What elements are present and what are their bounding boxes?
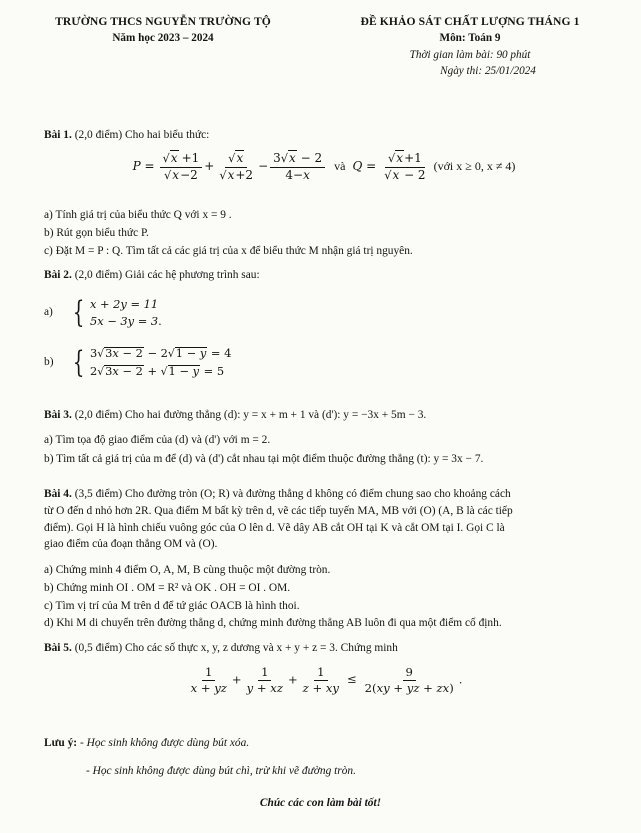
note-line-1: Lưu ý: - Học sinh không được dùng bút xóa. (44, 737, 250, 749)
header-right (320, 14, 620, 79)
school-name: TRƯỜNG THCS NGUYỄN TRƯỜNG TỘ (55, 15, 271, 28)
bai2-part-a: a) { x + 2y = 11 5x − 3y = 3 . (44, 294, 162, 330)
bai5-inequality: $\frac{1}{x + yz}$ + $\frac{1}{y + xz}$ + $\frac{1}{z + xy}$ ≤ $\frac{9}{2(xy + yz + zx)}$ . (190, 665, 463, 696)
bai1-part-c: c) Đặt M = P : Q. Tìm tất cả các giá trị của x để biểu thức M nhận giá trị nguyên. (44, 244, 413, 257)
bai4-part-c: c) Tìm vị trí của M trên d để tứ giác OACB là hình thoi. (44, 599, 300, 612)
school-year: Năm học 2023 – 2024 (112, 32, 214, 45)
bai3-heading: Bài 3. (2,0 điểm) Cho hai đường thẳng (d): y = x + m + 1 và (d'): y = −3x + 5m − 3. (44, 409, 427, 421)
closing-line: Chúc các con làm bài tốt! (259, 797, 382, 809)
exam-time: Thời gian làm bài: 90 phút (409, 48, 531, 61)
bai2-part-b: b) { 3√3x − 2 − 2√1 − y = 4 2√3x − 2 + √1 − y = 5 (44, 344, 232, 380)
bai3-parts (44, 433, 604, 467)
exam-date: Ngày thi: 25/01/2024 (440, 65, 536, 78)
bai4-parts (44, 563, 604, 631)
exam-subject: Môn: Toán 9 (439, 32, 501, 45)
bai1-heading: Bài 1. (2,0 điểm) Cho hai biểu thức: (44, 129, 210, 141)
bai4-part-a: a) Chứng minh 4 điểm O, A, M, B cùng thuộc một đường tròn. (44, 564, 331, 576)
bai2-heading: Bài 2. (2,0 điểm) Giải các hệ phương trình sau: (44, 269, 260, 281)
note-line-2: - Học sinh không được dùng bút chì, trừ khi vẽ đường tròn. (86, 765, 356, 777)
bai4-part-d: d) Khi M di chuyển trên đường thẳng d, chứng minh đường thẳng AB luôn đi qua một điểm cố định. (44, 617, 502, 630)
bai1-formula: P = $\frac{√x +1}{√x-2}$ + $\frac{√x}{√x+2}$ − $\frac{3√x - 2}{4-x}$ và Q = $\frac{√x+1}{√x - 2}$ (với x ≥ 0, x ≠ 4) (132, 151, 516, 182)
exam-title: ĐỀ KHẢO SÁT CHẤT LƯỢNG THÁNG 1 (360, 15, 580, 28)
bai4-part-b: b) Chứng minh OI . OM = R² và OK . OH = OI . OM. (44, 581, 291, 594)
bai5-heading: Bài 5. (0,5 điểm) Cho các số thực x, y, z dương và x + y + z = 3. Chứng minh (44, 642, 398, 654)
header-left (38, 14, 288, 46)
bai4-body: Bài 4. (3,5 điểm) Cho đường tròn (O; R) và đường thẳng d không có điểm chung sao cho khoảng cách từ O đến d nhỏ hơn 2R. Qua điểm M bất kỳ trên d, vẽ các tiếp tuyến MA, MB với (O) (A, B là các tiếp điểm). Gọi H là hình chiếu vuông góc của O lên d. Vẽ dây AB cắt OH tại K và cắt OM tại I. Gọi C là giao điểm của đoạn thẳng OM và (O). (44, 488, 513, 551)
bai3-part-b: b) Tìm tất cả giá trị của m để (d) và (d') cắt nhau tại một điểm thuộc đường thẳng (t): y = 3x − 7. (44, 452, 484, 465)
bai1-parts (44, 208, 604, 258)
bai1-part-b: b) Rút gọn biểu thức P. (44, 226, 149, 239)
bai1-part-a: a) Tính giá trị của biểu thức Q với x = 9 . (44, 209, 232, 221)
bai3-part-a: a) Tìm tọa độ giao điểm của (d) và (d') với m = 2. (44, 434, 271, 446)
